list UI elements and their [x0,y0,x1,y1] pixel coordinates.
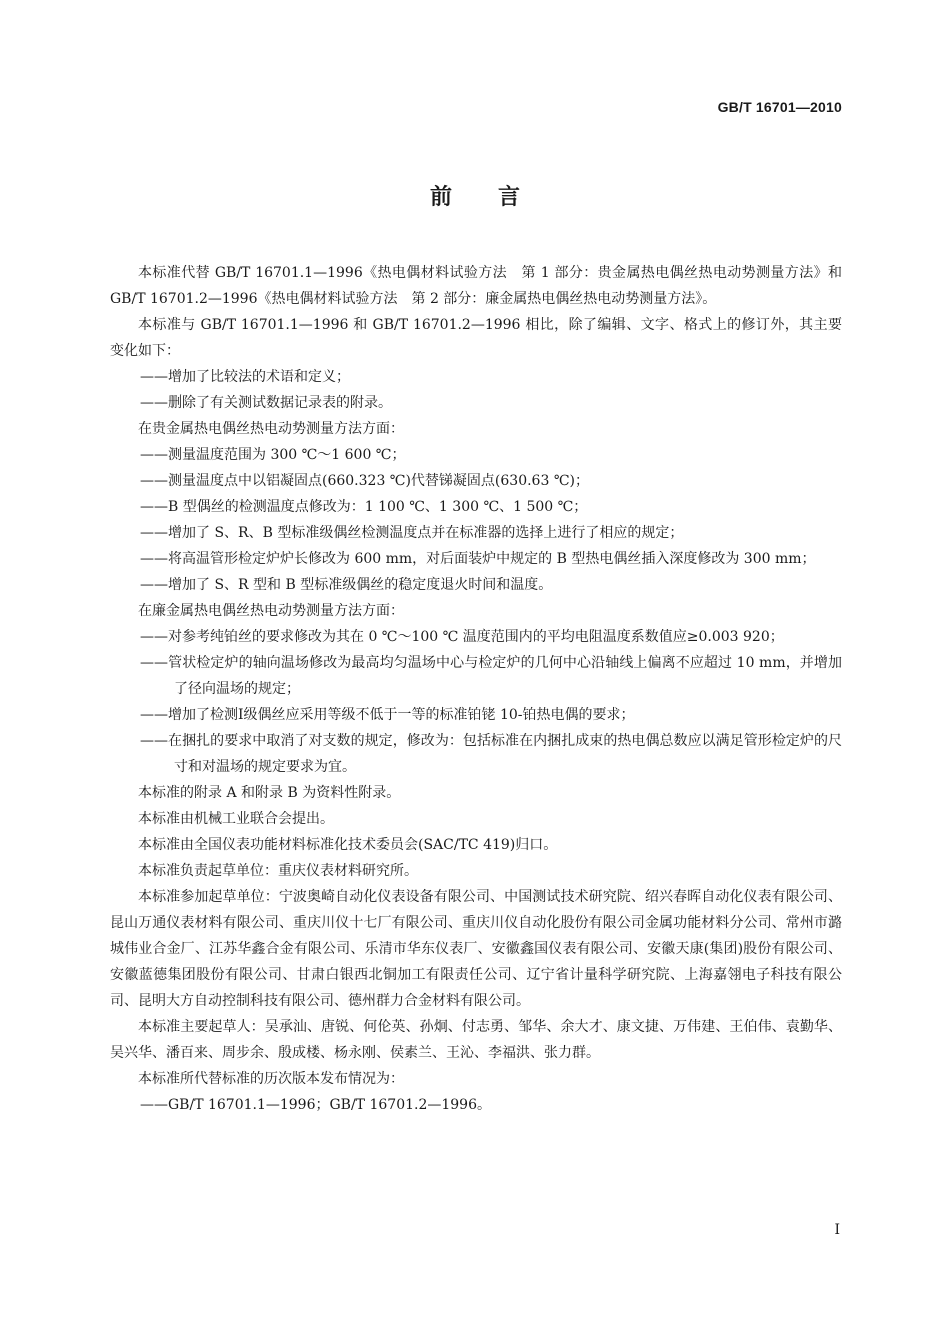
paragraph-participating-drafters: 本标准参加起草单位：宁波奥崎自动化仪表设备有限公司、中国测试技术研究院、绍兴春晖自动化仪表有限公司、昆山万通仪表材料有限公司、重庆川仪十七厂有限公司、重庆川仪自动化股份有限公司金属功能材料分公司、常州市潞城伟业合金厂、江苏华鑫合金有限公司、乐清市华东仪表厂、安徽鑫国仪表有限公司、安徽天康(集团)股份有限公司、安徽蓝德集团股份有限公司、甘肃白银西北铜加工有限责任公司、辽宁省计量科学研究院、上海嘉翎电子科技有限公司、昆明大方自动控制科技有限公司、德州群力合金材料有限公司。 [110,889,842,1009]
paragraph-proposed-by: 本标准由机械工业联合会提出。 [138,811,334,827]
list-item: ——管状检定炉的轴向温场修改为最高均匀温场中心与检定炉的几何中心沿轴线上偏离不应超过 10 mm，并增加了径向温场的规定； [140,655,842,697]
paragraph-under-jurisdiction: 本标准由全国仪表功能材料标准化技术委员会(SAC/TC 419)归口。 [138,837,558,853]
section-heading-base: 在廉金属热电偶丝热电动势测量方法方面： [138,603,404,619]
list-item: ——测量温度点中以铝凝固点(660.323 ℃)代替锑凝固点(630.63 ℃)； [140,473,589,489]
list-item: ——GB/T 16701.1—1996；GB/T 16701.2—1996。 [140,1097,491,1113]
list-item: ——增加了 S、R 型和 B 型标准级偶丝的稳定度退火时间和温度。 [140,577,553,593]
title-char-1: 前 [429,185,452,210]
list-item: ——在捆扎的要求中取消了对支数的规定，修改为：包括标准在内捆扎成束的热电偶总数应以满足管形检定炉的尺寸和对温场的规定要求为宜。 [140,733,842,775]
list-item: ——删除了有关测试数据记录表的附录。 [140,395,392,411]
page-title [0,180,950,211]
list-item: ——对参考纯铂丝的要求修改为其在 0 ℃～100 ℃ 温度范围内的平均电阻温度系数值应≥0.003 920； [140,629,784,645]
title-char-2: 言 [498,185,521,210]
paragraph-main-drafters: 本标准主要起草人：吴承汕、唐锐、何伦英、孙炯、付志勇、邹华、余大才、康文捷、万伟建、王伯伟、袁勤华、吴兴华、潘百来、周步余、殷成楼、杨永刚、侯素兰、王沁、李福洪、张力群。 [110,1019,842,1061]
list-item: ——将高温管形检定炉炉长修改为 600 mm，对后面装炉中规定的 B 型热电偶丝插入深度修改为 300 mm； [140,551,816,567]
standard-code: GB/T 16701—2010 [717,99,842,115]
list-item: ——测量温度范围为 300 ℃～1 600 ℃； [140,447,406,463]
list-item: ——增加了比较法的术语和定义； [140,369,350,385]
page-number: Ⅰ [834,1222,840,1238]
list-item: ——增加了 S、R、B 型标准级偶丝检测温度点并在标准器的选择上进行了相应的规定； [140,525,684,541]
foreword-body [110,260,842,1118]
paragraph-previous-editions: 本标准所代替标准的历次版本发布情况为： [138,1071,404,1087]
paragraph-annex: 本标准的附录 A 和附录 B 为资料性附录。 [138,785,401,801]
paragraph-responsible-drafter: 本标准负责起草单位：重庆仪表材料研究所。 [138,863,418,879]
paragraph-replaces: 本标准代替 GB/T 16701.1—1996《热电偶材料试验方法 第 1 部分：贵金属热电偶丝热电动势测量方法》和 GB/T 16701.2—1996《热电偶材料试验方法 第 2 部分：廉金属热电偶丝热电动势测量方法》。 [110,265,842,307]
list-item: ——增加了检测Ⅰ级偶丝应采用等级不低于一等的标准铂铑 10-铂热电偶的要求； [140,707,635,723]
paragraph-changes-intro: 本标准与 GB/T 16701.1—1996 和 GB/T 16701.2—1996 相比，除了编辑、文字、格式上的修订外，其主要变化如下： [110,317,842,359]
section-heading-precious: 在贵金属热电偶丝热电动势测量方法方面： [138,421,404,437]
list-item: ——B 型偶丝的检测温度点修改为：1 100 ℃、1 300 ℃、1 500 ℃； [140,499,588,515]
